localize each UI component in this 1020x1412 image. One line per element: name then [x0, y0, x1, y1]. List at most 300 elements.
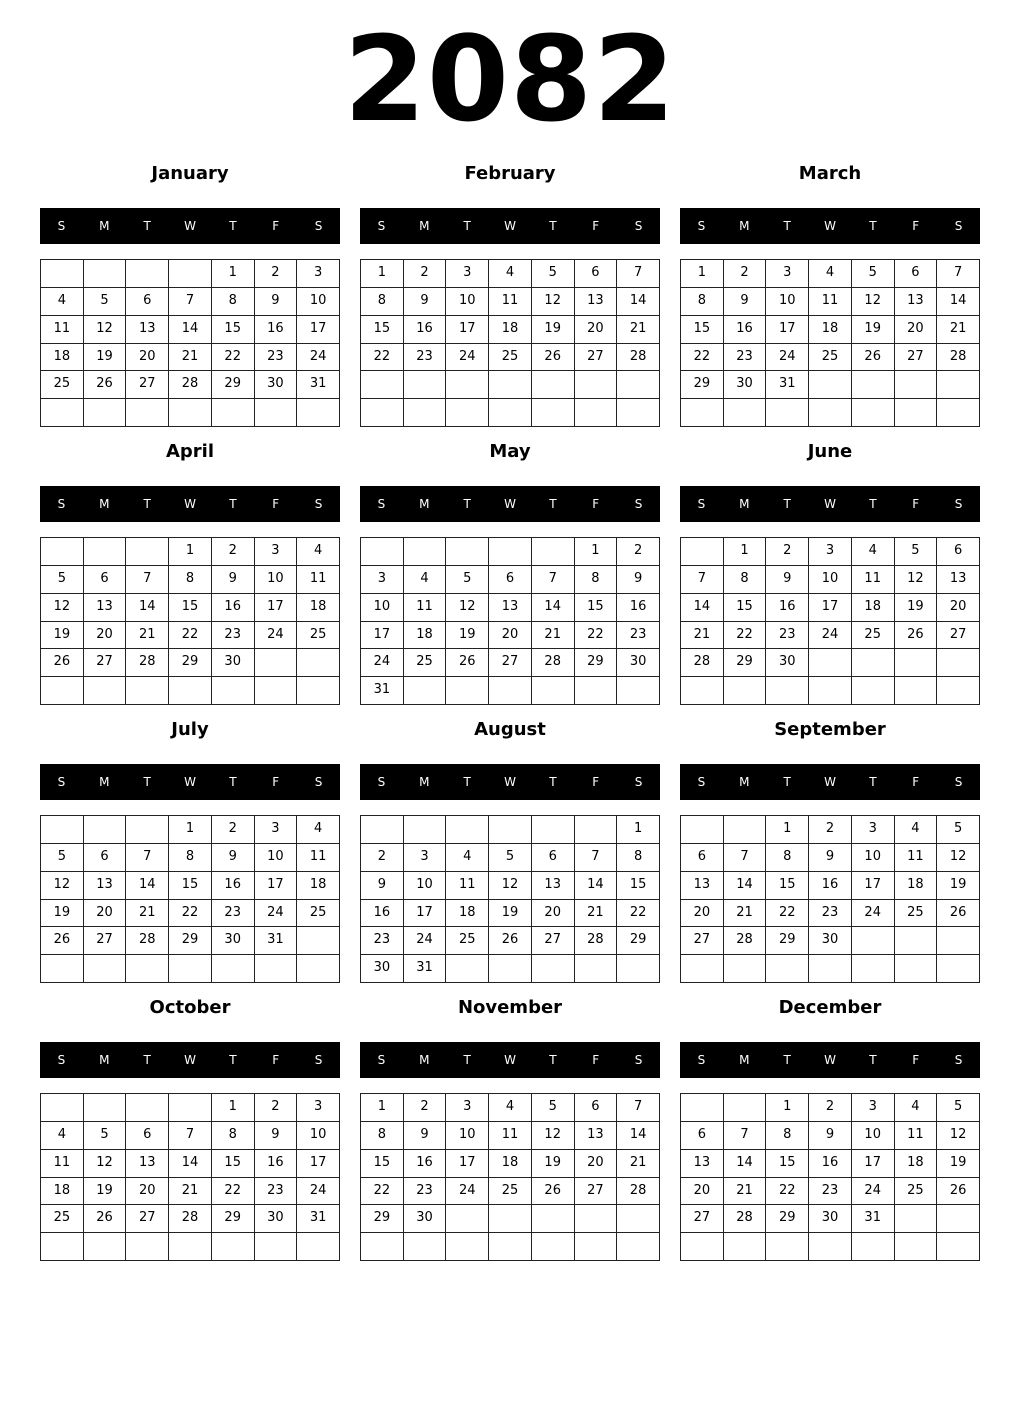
day-cell: 14: [532, 594, 575, 622]
day-cell: [681, 1094, 724, 1122]
day-cell: 24: [446, 1178, 489, 1206]
day-cell: 14: [575, 872, 618, 900]
weekday-label: T: [869, 1053, 877, 1067]
weekday-label: S: [634, 1053, 643, 1067]
weekday-label: S: [634, 775, 643, 789]
day-cell: [84, 1233, 127, 1261]
weekday-label: S: [697, 219, 706, 233]
day-cell: 12: [937, 844, 980, 872]
day-cell: 26: [84, 371, 127, 399]
day-cell: 7: [126, 566, 169, 594]
day-cell: 10: [446, 1122, 489, 1150]
day-cell: 23: [361, 927, 404, 955]
day-cell: 10: [297, 288, 340, 316]
day-cell: 1: [766, 816, 809, 844]
day-cell: 11: [297, 566, 340, 594]
day-cell: 28: [617, 344, 660, 372]
day-cell: 10: [446, 288, 489, 316]
day-cell: 16: [404, 1150, 447, 1178]
day-cell: 11: [489, 1122, 532, 1150]
day-cell: 26: [489, 927, 532, 955]
day-cell: [489, 1233, 532, 1261]
weekday-label: S: [377, 1053, 386, 1067]
day-cell: 21: [575, 900, 618, 928]
day-cell: 3: [446, 260, 489, 288]
day-cell: 29: [724, 649, 767, 677]
day-cell: 15: [681, 316, 724, 344]
day-cell: [681, 399, 724, 427]
day-cell: [575, 371, 618, 399]
day-cell: 28: [681, 649, 724, 677]
day-cell: 8: [361, 288, 404, 316]
day-cell: 23: [724, 344, 767, 372]
day-cell: 1: [724, 538, 767, 566]
day-cell: 1: [169, 816, 212, 844]
day-cell: 10: [361, 594, 404, 622]
day-cell: 17: [852, 1150, 895, 1178]
day-cell: 10: [404, 872, 447, 900]
weekday-label: F: [912, 775, 920, 789]
day-cell: [169, 260, 212, 288]
weekday-label: S: [57, 219, 66, 233]
day-cell: 6: [84, 844, 127, 872]
day-cell: 30: [617, 649, 660, 677]
day-cell: 18: [489, 316, 532, 344]
day-cell: 13: [126, 316, 169, 344]
weekday-label: W: [824, 775, 836, 789]
day-cell: 7: [126, 844, 169, 872]
day-cell: [212, 399, 255, 427]
weekday-label: T: [463, 1053, 471, 1067]
day-cell: 26: [532, 344, 575, 372]
day-cell: 23: [255, 1178, 298, 1206]
weekday-label: F: [912, 219, 920, 233]
day-cell: 27: [489, 649, 532, 677]
day-cell: [212, 955, 255, 983]
day-cell: 6: [575, 260, 618, 288]
day-cell: [489, 538, 532, 566]
day-cell: 30: [809, 927, 852, 955]
day-cell: 30: [724, 371, 767, 399]
day-cell: [126, 1094, 169, 1122]
day-cell: 26: [895, 622, 938, 650]
day-cell: 2: [809, 1094, 852, 1122]
day-cell: 13: [532, 872, 575, 900]
day-cell: 27: [575, 1178, 618, 1206]
day-cell: [724, 955, 767, 983]
weekday-label: W: [504, 497, 516, 511]
day-cell: 4: [297, 816, 340, 844]
weekday-label: M: [419, 775, 430, 789]
day-cell: [446, 1205, 489, 1233]
day-cell: 3: [255, 538, 298, 566]
day-cell: 13: [575, 1122, 618, 1150]
day-cell: 3: [852, 1094, 895, 1122]
day-cell: 4: [809, 260, 852, 288]
day-cell: 11: [446, 872, 489, 900]
day-cell: 25: [41, 371, 84, 399]
day-cell: 25: [895, 900, 938, 928]
day-cell: 12: [937, 1122, 980, 1150]
day-cell: 24: [297, 1178, 340, 1206]
day-cell: [41, 1094, 84, 1122]
weekday-label: T: [549, 219, 557, 233]
day-cell: 19: [937, 1150, 980, 1178]
day-cell: 20: [937, 594, 980, 622]
day-grid: [680, 1093, 980, 1261]
day-cell: 7: [937, 260, 980, 288]
weekday-label: W: [184, 775, 196, 789]
weekday-label: W: [504, 1053, 516, 1067]
month-name: August: [474, 719, 546, 740]
weekday-header: [680, 764, 980, 800]
day-cell: 14: [169, 316, 212, 344]
day-cell: 25: [852, 622, 895, 650]
day-cell: 31: [766, 371, 809, 399]
day-cell: [895, 371, 938, 399]
day-cell: 16: [255, 316, 298, 344]
day-cell: 3: [404, 844, 447, 872]
day-cell: [809, 371, 852, 399]
day-cell: [532, 816, 575, 844]
day-cell: 7: [169, 1122, 212, 1150]
month-name: March: [798, 163, 862, 184]
day-cell: 17: [297, 1150, 340, 1178]
day-cell: [297, 955, 340, 983]
day-cell: 31: [404, 955, 447, 983]
day-cell: 5: [84, 1122, 127, 1150]
weekday-label: S: [377, 219, 386, 233]
weekday-label: T: [783, 497, 791, 511]
day-cell: 25: [446, 927, 489, 955]
day-cell: 28: [126, 649, 169, 677]
day-cell: 2: [404, 260, 447, 288]
day-cell: 28: [617, 1178, 660, 1206]
weekday-label: T: [229, 775, 237, 789]
day-cell: 27: [84, 649, 127, 677]
weekday-header: [360, 486, 660, 522]
day-cell: 29: [766, 927, 809, 955]
day-cell: 6: [532, 844, 575, 872]
day-cell: [489, 677, 532, 705]
day-cell: 3: [297, 260, 340, 288]
day-cell: [617, 1205, 660, 1233]
weekday-label: M: [99, 1053, 110, 1067]
weekday-label: M: [419, 1053, 430, 1067]
day-cell: 21: [937, 316, 980, 344]
day-cell: 8: [212, 288, 255, 316]
day-cell: 21: [169, 1178, 212, 1206]
weekday-label: W: [824, 1053, 836, 1067]
day-cell: 4: [41, 288, 84, 316]
day-cell: 24: [766, 344, 809, 372]
day-cell: 27: [84, 927, 127, 955]
day-cell: 29: [361, 1205, 404, 1233]
day-cell: 19: [937, 872, 980, 900]
day-cell: 22: [361, 344, 404, 372]
day-cell: [126, 955, 169, 983]
day-cell: [895, 1205, 938, 1233]
day-cell: 20: [895, 316, 938, 344]
day-cell: 26: [41, 649, 84, 677]
day-cell: [361, 371, 404, 399]
day-cell: 6: [575, 1094, 618, 1122]
day-cell: 12: [84, 316, 127, 344]
day-cell: [169, 677, 212, 705]
weekday-label: S: [314, 775, 323, 789]
day-cell: 30: [361, 955, 404, 983]
day-cell: [169, 1094, 212, 1122]
weekday-label: W: [184, 219, 196, 233]
day-cell: 10: [852, 844, 895, 872]
day-cell: 2: [766, 538, 809, 566]
day-cell: [489, 955, 532, 983]
day-cell: 24: [852, 900, 895, 928]
day-cell: 31: [297, 371, 340, 399]
day-cell: 17: [361, 622, 404, 650]
day-cell: 18: [404, 622, 447, 650]
day-cell: [575, 955, 618, 983]
weekday-label: W: [184, 497, 196, 511]
day-cell: 8: [724, 566, 767, 594]
weekday-label: S: [314, 219, 323, 233]
day-cell: 26: [532, 1178, 575, 1206]
weekday-label: T: [463, 775, 471, 789]
day-cell: 11: [852, 566, 895, 594]
day-cell: [575, 399, 618, 427]
day-cell: 20: [681, 900, 724, 928]
day-cell: 1: [361, 1094, 404, 1122]
day-cell: 25: [489, 1178, 532, 1206]
day-cell: 22: [169, 900, 212, 928]
day-cell: [361, 1233, 404, 1261]
day-cell: [84, 677, 127, 705]
day-cell: [404, 538, 447, 566]
day-cell: [126, 260, 169, 288]
day-grid: [360, 259, 660, 427]
day-cell: 23: [212, 622, 255, 650]
day-cell: 2: [617, 538, 660, 566]
day-cell: 7: [724, 1122, 767, 1150]
weekday-header: [360, 208, 660, 244]
weekday-label: S: [954, 1053, 963, 1067]
day-cell: [895, 649, 938, 677]
day-cell: [126, 399, 169, 427]
day-cell: 13: [126, 1150, 169, 1178]
day-cell: 27: [681, 1205, 724, 1233]
day-cell: 3: [852, 816, 895, 844]
day-cell: [937, 1205, 980, 1233]
day-cell: [681, 538, 724, 566]
day-cell: 18: [297, 594, 340, 622]
day-cell: 20: [681, 1178, 724, 1206]
weekday-label: F: [592, 219, 600, 233]
day-cell: 24: [297, 344, 340, 372]
day-cell: [41, 816, 84, 844]
day-cell: 13: [681, 872, 724, 900]
weekday-label: S: [954, 775, 963, 789]
day-cell: 25: [297, 622, 340, 650]
weekday-label: W: [824, 497, 836, 511]
day-cell: 14: [169, 1150, 212, 1178]
weekday-header: [680, 208, 980, 244]
weekday-label: F: [272, 1053, 280, 1067]
day-cell: 10: [255, 566, 298, 594]
day-cell: 2: [724, 260, 767, 288]
day-cell: [446, 371, 489, 399]
day-cell: 30: [255, 371, 298, 399]
weekday-header: [40, 764, 340, 800]
weekday-label: M: [99, 497, 110, 511]
day-cell: 24: [255, 900, 298, 928]
day-cell: [809, 955, 852, 983]
day-cell: [297, 649, 340, 677]
day-grid: [40, 815, 340, 983]
day-cell: 10: [809, 566, 852, 594]
day-cell: [617, 955, 660, 983]
weekday-label: S: [314, 497, 323, 511]
day-cell: 24: [255, 622, 298, 650]
day-cell: 15: [169, 872, 212, 900]
day-cell: 30: [212, 927, 255, 955]
day-cell: 23: [617, 622, 660, 650]
weekday-label: S: [57, 1053, 66, 1067]
day-cell: 31: [297, 1205, 340, 1233]
day-cell: [41, 538, 84, 566]
weekday-label: W: [504, 219, 516, 233]
day-cell: 19: [84, 344, 127, 372]
day-cell: 29: [169, 927, 212, 955]
day-cell: 9: [617, 566, 660, 594]
day-cell: 8: [169, 844, 212, 872]
day-cell: [681, 677, 724, 705]
day-cell: [895, 399, 938, 427]
day-cell: 27: [575, 344, 618, 372]
day-cell: 28: [126, 927, 169, 955]
day-cell: 6: [681, 1122, 724, 1150]
day-cell: [937, 927, 980, 955]
day-cell: 26: [937, 1178, 980, 1206]
day-cell: 20: [532, 900, 575, 928]
day-cell: 6: [681, 844, 724, 872]
day-cell: [852, 371, 895, 399]
day-cell: [446, 399, 489, 427]
day-cell: [852, 677, 895, 705]
day-cell: 12: [84, 1150, 127, 1178]
weekday-header: [680, 1042, 980, 1078]
day-cell: 5: [532, 1094, 575, 1122]
day-cell: [126, 816, 169, 844]
month-name: January: [151, 163, 229, 184]
month-name: November: [457, 997, 563, 1018]
day-cell: 28: [937, 344, 980, 372]
weekday-label: F: [272, 775, 280, 789]
day-cell: 3: [809, 538, 852, 566]
month-name: December: [778, 997, 882, 1018]
day-cell: 9: [766, 566, 809, 594]
day-cell: 8: [766, 1122, 809, 1150]
day-cell: 1: [169, 538, 212, 566]
weekday-label: T: [229, 219, 237, 233]
day-cell: 5: [937, 816, 980, 844]
day-cell: [404, 677, 447, 705]
weekday-label: T: [143, 497, 151, 511]
day-cell: [489, 816, 532, 844]
day-cell: 30: [809, 1205, 852, 1233]
weekday-header: [360, 764, 660, 800]
weekday-label: M: [419, 219, 430, 233]
day-cell: 5: [84, 288, 127, 316]
day-cell: 9: [809, 1122, 852, 1150]
weekday-label: T: [869, 219, 877, 233]
day-cell: [532, 538, 575, 566]
weekday-label: W: [824, 219, 836, 233]
day-cell: 27: [532, 927, 575, 955]
day-grid: [360, 815, 660, 983]
weekday-header: [40, 1042, 340, 1078]
day-cell: 20: [575, 1150, 618, 1178]
day-cell: [852, 927, 895, 955]
day-cell: [937, 955, 980, 983]
day-cell: 3: [446, 1094, 489, 1122]
day-cell: [255, 399, 298, 427]
day-cell: [681, 955, 724, 983]
day-cell: 12: [532, 1122, 575, 1150]
day-cell: [852, 649, 895, 677]
day-cell: 25: [489, 344, 532, 372]
day-cell: [169, 399, 212, 427]
weekday-label: T: [143, 219, 151, 233]
day-cell: 29: [617, 927, 660, 955]
day-cell: [766, 399, 809, 427]
day-cell: 12: [41, 872, 84, 900]
day-cell: [937, 1233, 980, 1261]
day-cell: 14: [724, 1150, 767, 1178]
day-cell: [297, 399, 340, 427]
weekday-label: S: [697, 775, 706, 789]
day-cell: [212, 677, 255, 705]
day-cell: [724, 816, 767, 844]
day-cell: 18: [852, 594, 895, 622]
month-name: February: [464, 163, 556, 184]
day-cell: 22: [212, 344, 255, 372]
day-cell: 27: [681, 927, 724, 955]
weekday-label: T: [869, 497, 877, 511]
weekday-header: [40, 208, 340, 244]
day-cell: 22: [724, 622, 767, 650]
day-cell: [297, 1233, 340, 1261]
day-cell: 13: [575, 288, 618, 316]
day-cell: 3: [361, 566, 404, 594]
day-cell: 7: [681, 566, 724, 594]
day-cell: 18: [41, 1178, 84, 1206]
day-cell: 21: [617, 1150, 660, 1178]
day-cell: 27: [895, 344, 938, 372]
weekday-label: T: [783, 1053, 791, 1067]
day-cell: [724, 677, 767, 705]
weekday-label: S: [57, 775, 66, 789]
weekday-label: F: [272, 219, 280, 233]
day-cell: [937, 677, 980, 705]
day-cell: [84, 260, 127, 288]
day-cell: 4: [41, 1122, 84, 1150]
day-cell: 6: [126, 288, 169, 316]
day-cell: 11: [809, 288, 852, 316]
day-cell: 19: [852, 316, 895, 344]
day-cell: 15: [169, 594, 212, 622]
day-cell: 19: [84, 1178, 127, 1206]
day-cell: 2: [212, 538, 255, 566]
